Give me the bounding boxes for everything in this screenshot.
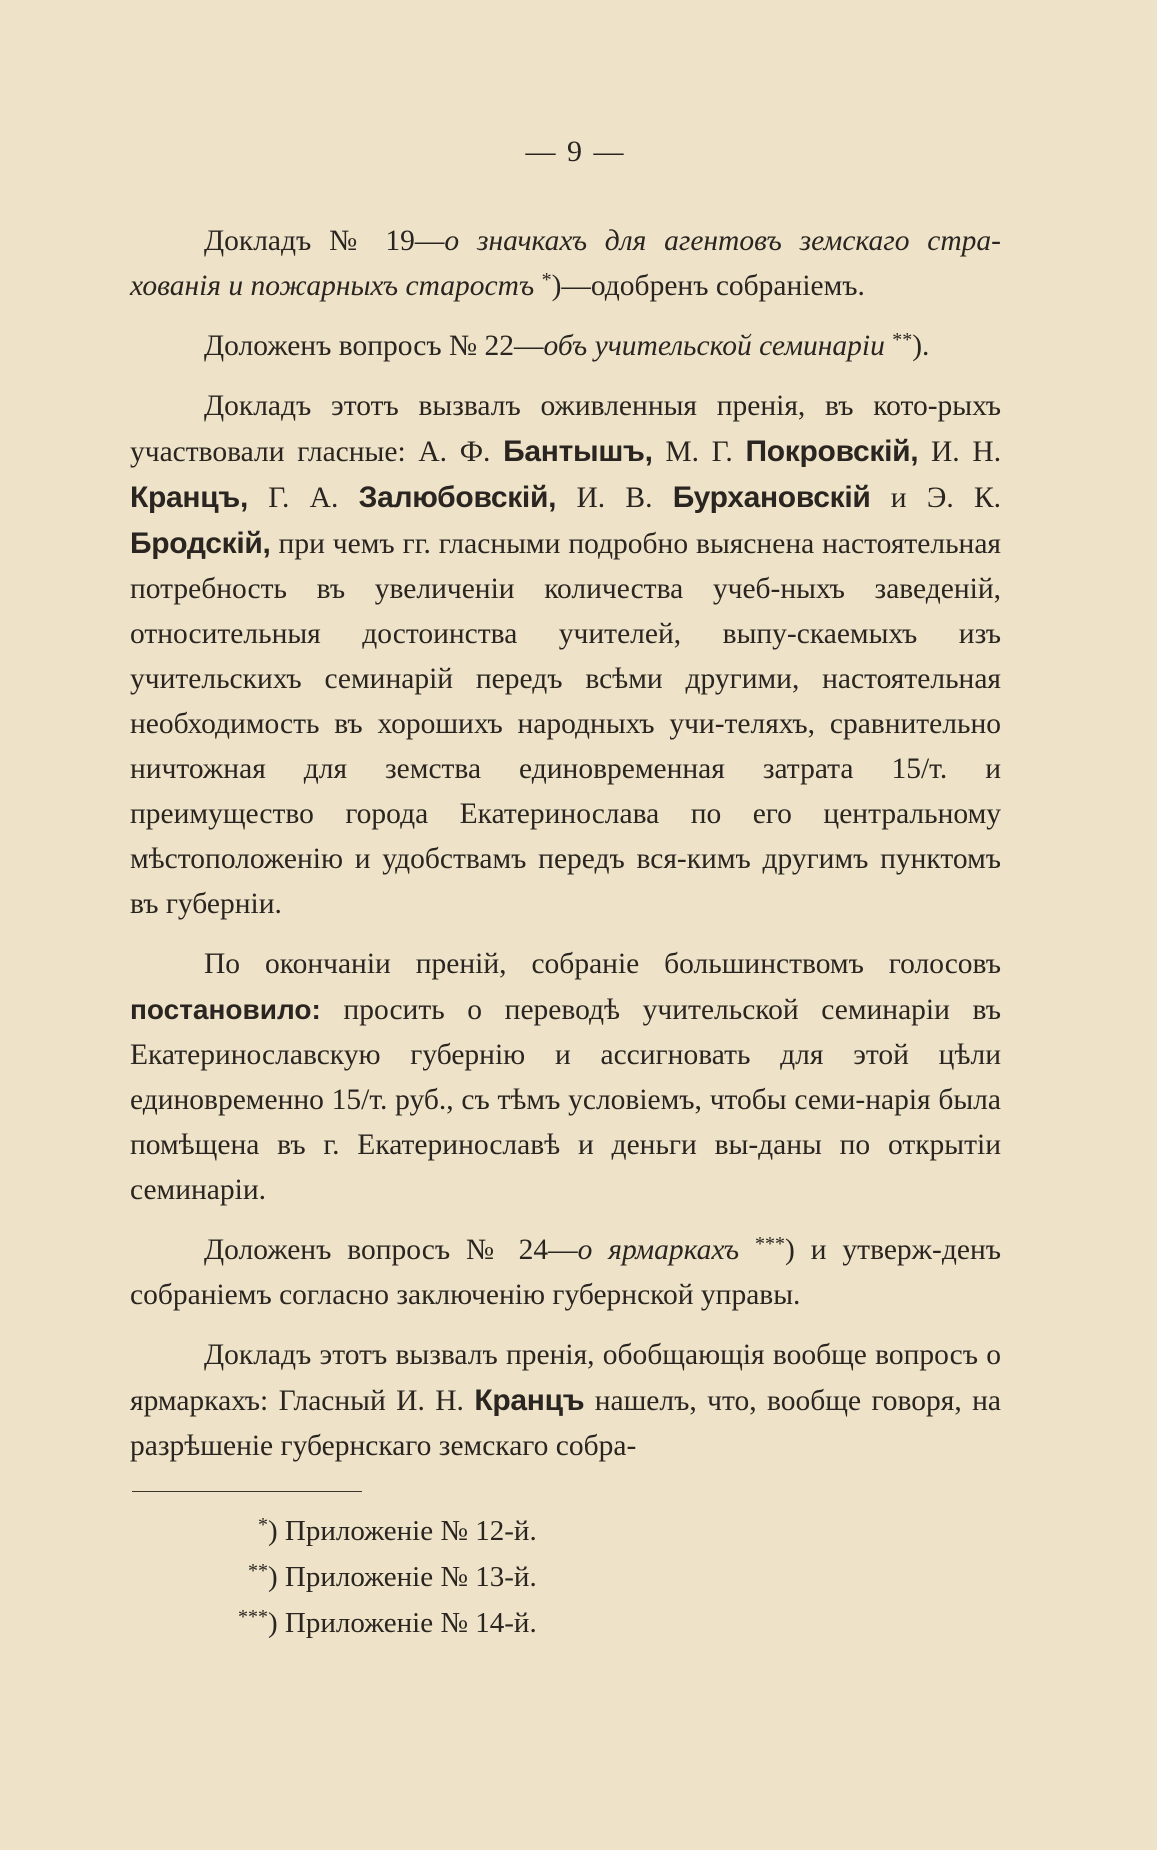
speaker-name: Бурхановскій <box>672 481 871 514</box>
footnote-ref: ** <box>892 329 913 351</box>
footnote: ***) Приложеніе № 14-й. <box>238 1606 537 1639</box>
speaker-name: Бантышъ, <box>503 435 653 468</box>
paragraph-decision <box>130 942 1001 1213</box>
footnote: *) Приложеніе № 12-й. <box>258 1514 537 1547</box>
footnote: **) Приложеніе № 13-й. <box>248 1560 537 1593</box>
text: при чемъ гг. гласными подробно выяснена настоятельная потребность въ увеличеніи количества учеб-ныхъ заведеній, относительныя достоинства учителей, выпу-скаемыхъ изъ учительскихъ семинарій передъ всѣми другими, настоятельная необходимость въ хорошихъ народныхъ учи-теляхъ, сравнительно ничтожная для земства единовременная затрата 15/т. и преимущество города Екатеринослава по его центральному мѣстоположенію и удобствамъ передъ вся-кимъ другимъ пунктомъ въ губерніи. <box>130 528 1001 920</box>
text: Докладъ № 19— <box>204 225 445 257</box>
footnote-ref: * <box>541 269 552 291</box>
text: М. Г. <box>665 436 733 468</box>
speaker-name: Залюбовскій, <box>358 481 557 514</box>
paragraph-debate-seminary <box>130 384 1001 927</box>
text: И. В. <box>576 482 653 514</box>
speaker-name: Покровскій, <box>745 435 919 468</box>
report-title: о значкахъ для агентовъ земскаго стра-хованія и пожарныхъ старостъ <box>130 225 1001 302</box>
text: Г. А. <box>268 482 339 514</box>
footnote-ref: *** <box>755 1233 785 1255</box>
paragraph-question-22 <box>130 324 1001 369</box>
text: И. Н. <box>931 436 1002 468</box>
decree-word: постановило: <box>130 994 321 1025</box>
text: Докладъ этотъ вызвалъ пренія, обобщающія вообще вопросъ о ярмаркахъ: Гласный И. Н. <box>130 1339 1001 1417</box>
text: ) и утверж-денъ собраніемъ согласно заключенію губернской управы. <box>130 1234 1002 1311</box>
text: ). <box>912 330 930 362</box>
paragraph-report-19 <box>130 219 1001 309</box>
text: и Э. К. <box>890 482 1002 514</box>
page-number: — 9 — <box>525 135 626 168</box>
footnote-text: ) Приложеніе № 14-й. <box>268 1607 537 1639</box>
text: Докладъ этотъ вызвалъ оживленныя пренія, въ кото-рыхъ участвовали гласные: А. Ф. <box>130 390 1001 468</box>
text: Доложенъ вопросъ № 24— <box>204 1234 578 1266</box>
footnotes <box>190 1508 1001 1646</box>
paragraph-question-24 <box>130 1228 1001 1318</box>
text: )—одобренъ собраніемъ. <box>551 270 865 302</box>
text: Доложенъ вопросъ № 22— <box>204 330 544 362</box>
footnote-divider <box>132 1491 362 1492</box>
speaker-name: Бродскій, <box>130 527 271 560</box>
text: нашелъ, что, вообще говоря, на разрѣшеніе губернскаго земскаго собра- <box>130 1385 1002 1462</box>
footnote-text: ) Приложеніе № 12-й. <box>268 1515 537 1547</box>
question-title: о ярмаркахъ <box>577 1234 740 1266</box>
text: просить о переводѣ учительской семинаріи въ Екатеринославскую губернію и ассигновать для этой цѣли единовременно 15/т. руб., съ тѣмъ условіемъ, чтобы семи-нарія была помѣщена въ г. Екатеринославѣ и деньги вы-даны по открытіи семинаріи. <box>130 994 1001 1206</box>
speaker-name: Кранцъ <box>474 1384 585 1417</box>
footnote-text: ) Приложеніе № 13-й. <box>268 1561 537 1593</box>
text: По окончаніи преній, собраніе большинствомъ голосовъ <box>204 948 1001 980</box>
question-title: объ учительской семинаріи <box>543 330 885 362</box>
paragraph-debate-fairs <box>130 1333 1001 1469</box>
speaker-name: Кранцъ, <box>130 481 248 514</box>
